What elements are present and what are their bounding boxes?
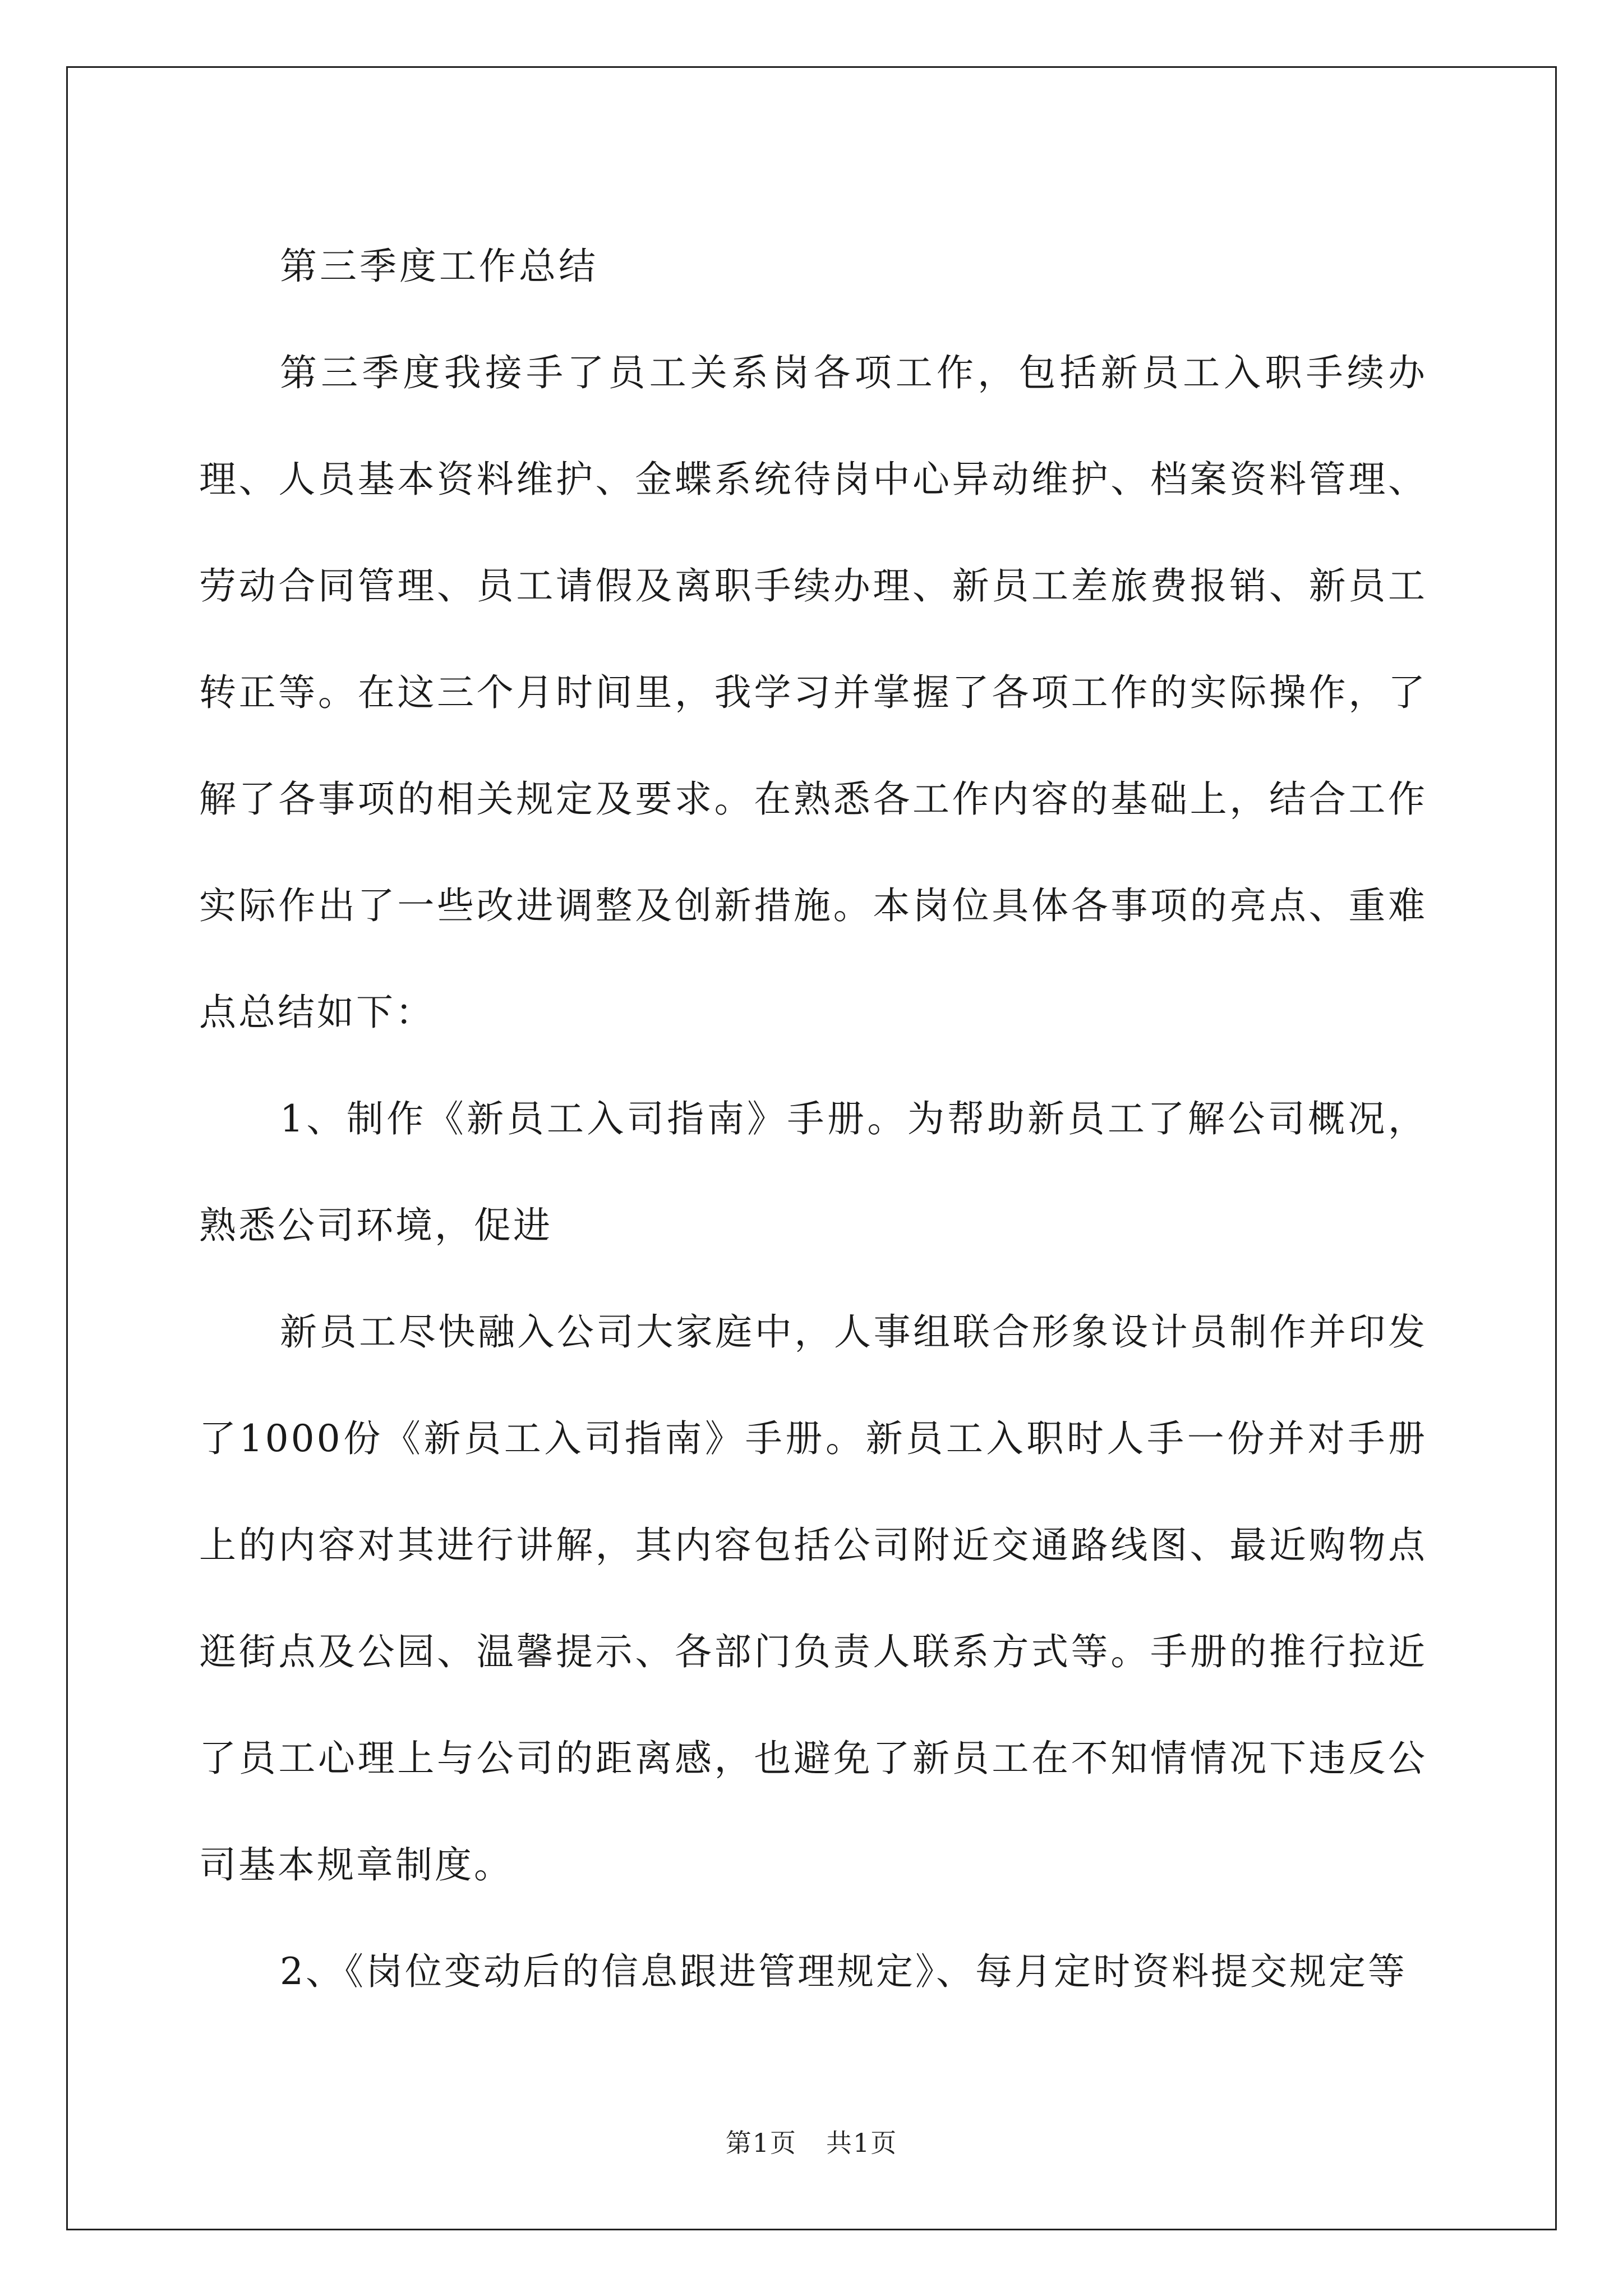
paragraph-item-2: 2、《岗位变动后的信息跟进管理规定》、每月定时资料提交规定等: [280, 1950, 1407, 1993]
page-footer: [0, 2123, 1623, 2160]
paragraph-intro: 第三季度我接手了员工关系岗各项工作，包括新员工入职手续办理、人员基本资料维护、金蝶系统待岗中心异动维护、档案资料管理、劳动合同管理、员工请假及离职手续办理、新员工差旅费报销、新员工转正等。在这三个月时间里，我学习并掌握了各项工作的实际操作，了解了各事项的相关规定及要求。在熟悉各工作内容的基础上，结合工作实际作出了一些改进调整及创新措施。本岗位具体各事项的亮点、重难点总结如下：: [199, 351, 1427, 1034]
document-body: [199, 213, 1427, 2025]
document-title: 第三季度工作总结: [280, 245, 598, 288]
paragraph-item-1: 1、制作《新员工入司指南》手册。为帮助新员工了解公司概况，熟悉公司环境，促进: [199, 1097, 1427, 1247]
page-number: 第1页: [725, 2128, 797, 2158]
paragraph-item-1-continued: 新员工尽快融入公司大家庭中，人事组联合形象设计员制作并印发了1000份《新员工入司指南》手册。新员工入职时人手一份并对手册上的内容对其进行讲解，其内容包括公司附近交通路线图、最近购物点逛街点及公园、温馨提示、各部门负责人联系方式等。手册的推行拉近了员工心理上与公司的距离感，也避免了新员工在不知情情况下违反公司基本规章制度。: [199, 1310, 1427, 1887]
page-total: 共1页: [826, 2128, 898, 2158]
